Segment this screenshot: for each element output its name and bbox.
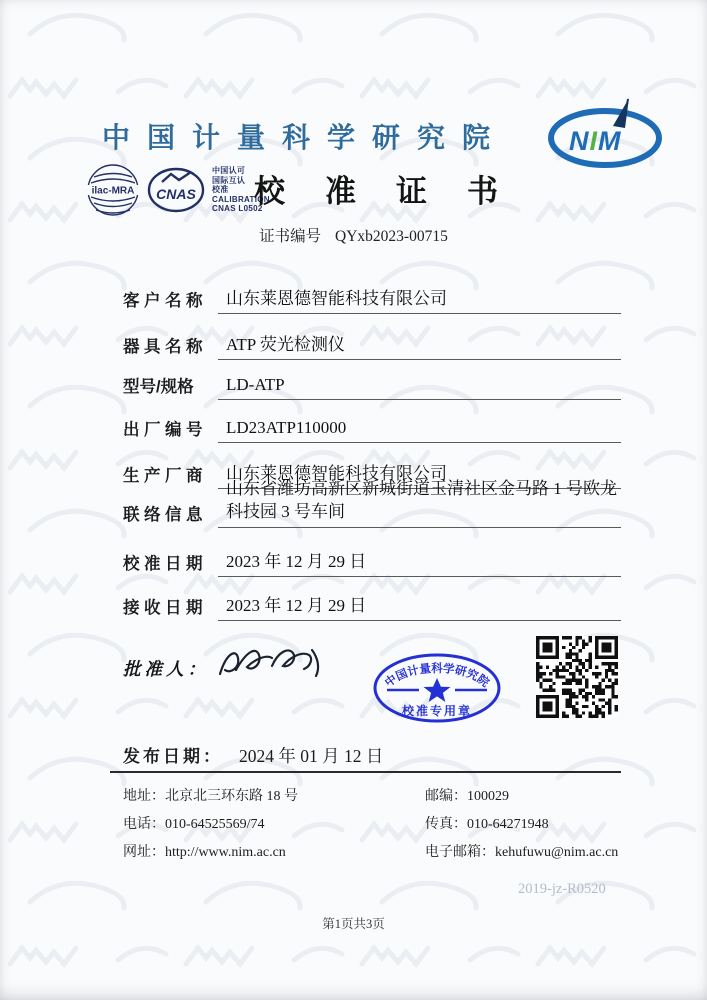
issue-date-label: 发布日期：: [123, 747, 223, 766]
field-row-serial: [123, 416, 621, 443]
field-value: ATP 荧光检测仪: [218, 330, 621, 360]
field-label: 接收日期: [123, 599, 207, 617]
accreditation-line: 中国认可: [212, 166, 246, 176]
handwritten-signature: [212, 640, 340, 694]
field-row-customer: [123, 284, 621, 314]
certificate-number-line: [0, 224, 707, 246]
address-text: 地址：北京北三环东路 18 号: [123, 789, 298, 804]
field-row-contact: [123, 477, 621, 528]
svg-text:中国计量科学研究院: 中国计量科学研究院: [383, 663, 491, 690]
ilac-mra-logo-icon: [86, 162, 140, 218]
phone-text: 电话：010-64525569/74: [123, 817, 265, 832]
contact-line-2: 科技园 3 号车间: [226, 502, 345, 521]
field-label: 出厂编号: [123, 421, 207, 439]
field-row-model: [123, 373, 621, 400]
field-value: LD23ATP110000: [218, 418, 621, 443]
field-value: LD-ATP: [218, 375, 621, 400]
accreditation-line: 校准: [212, 185, 229, 195]
accreditation-line: CNAS L0502: [212, 204, 263, 214]
field-label: 型号/规格: [123, 378, 194, 396]
footer-row-web: [123, 841, 621, 861]
issue-date-value: 2024 年 01 月 12 日: [239, 746, 384, 766]
footer-row-address: [123, 785, 621, 805]
contact-line-1: 山东省潍坊高新区新城街道玉清社区金马路 1 号欧龙: [226, 479, 617, 498]
qr-code: [536, 636, 618, 718]
svg-text:CNAS: CNAS: [156, 186, 196, 202]
document-code: 2019-jz-R0520: [518, 881, 606, 897]
footer-row-phone: [123, 813, 621, 833]
field-value: 2023 年 12 月 29 日: [218, 547, 621, 577]
field-row-calibration-date: [123, 547, 621, 577]
nim-logo-icon: [543, 96, 669, 172]
field-label: 校准日期: [123, 555, 207, 573]
certificate-number-label: 证书编号: [259, 228, 322, 245]
accreditation-line: CALIBRATION: [212, 194, 270, 204]
field-value: 2023 年 12 月 29 日: [218, 591, 621, 621]
svg-text:NIM: NIM: [569, 126, 622, 156]
field-row-receipt-date: [123, 591, 621, 621]
certificate-number: QYxb2023-00715: [335, 228, 448, 245]
calibration-seal: [371, 652, 503, 724]
field-value: 山东莱恩德智能科技有限公司: [218, 459, 621, 489]
accreditation-line: 国际互认: [212, 175, 246, 185]
footer-divider: [110, 771, 621, 773]
cnas-logo-icon: [147, 166, 205, 214]
certificate-title: 校准证书: [254, 174, 538, 209]
accreditation-block: [86, 162, 270, 218]
field-label: 器具名称: [123, 338, 207, 356]
field-label: 客户名称: [123, 292, 207, 310]
field-row-instrument: [123, 330, 621, 360]
field-label: 生产厂商: [123, 467, 207, 485]
svg-text:ilac-MRA: ilac-MRA: [91, 185, 135, 197]
fax-text: 传真：010-64271948: [425, 817, 549, 832]
email-text: 电子邮箱：kehufuwu@nim.ac.cn: [425, 845, 619, 860]
field-value: [218, 477, 621, 528]
approver-label: 批准人：: [123, 659, 209, 679]
website-text: 网址：http://www.nim.ac.cn: [123, 845, 286, 860]
issue-date-row: [123, 742, 383, 768]
page-number: 第1页共3页: [322, 917, 385, 931]
field-label: 联络信息: [123, 506, 207, 524]
institute-name: 中国计量科学研究院: [102, 123, 508, 154]
svg-text:校准专用章: 校准专用章: [401, 704, 473, 718]
postcode-text: 邮编：100029: [425, 789, 509, 804]
field-value: 山东莱恩德智能科技有限公司: [218, 284, 621, 314]
